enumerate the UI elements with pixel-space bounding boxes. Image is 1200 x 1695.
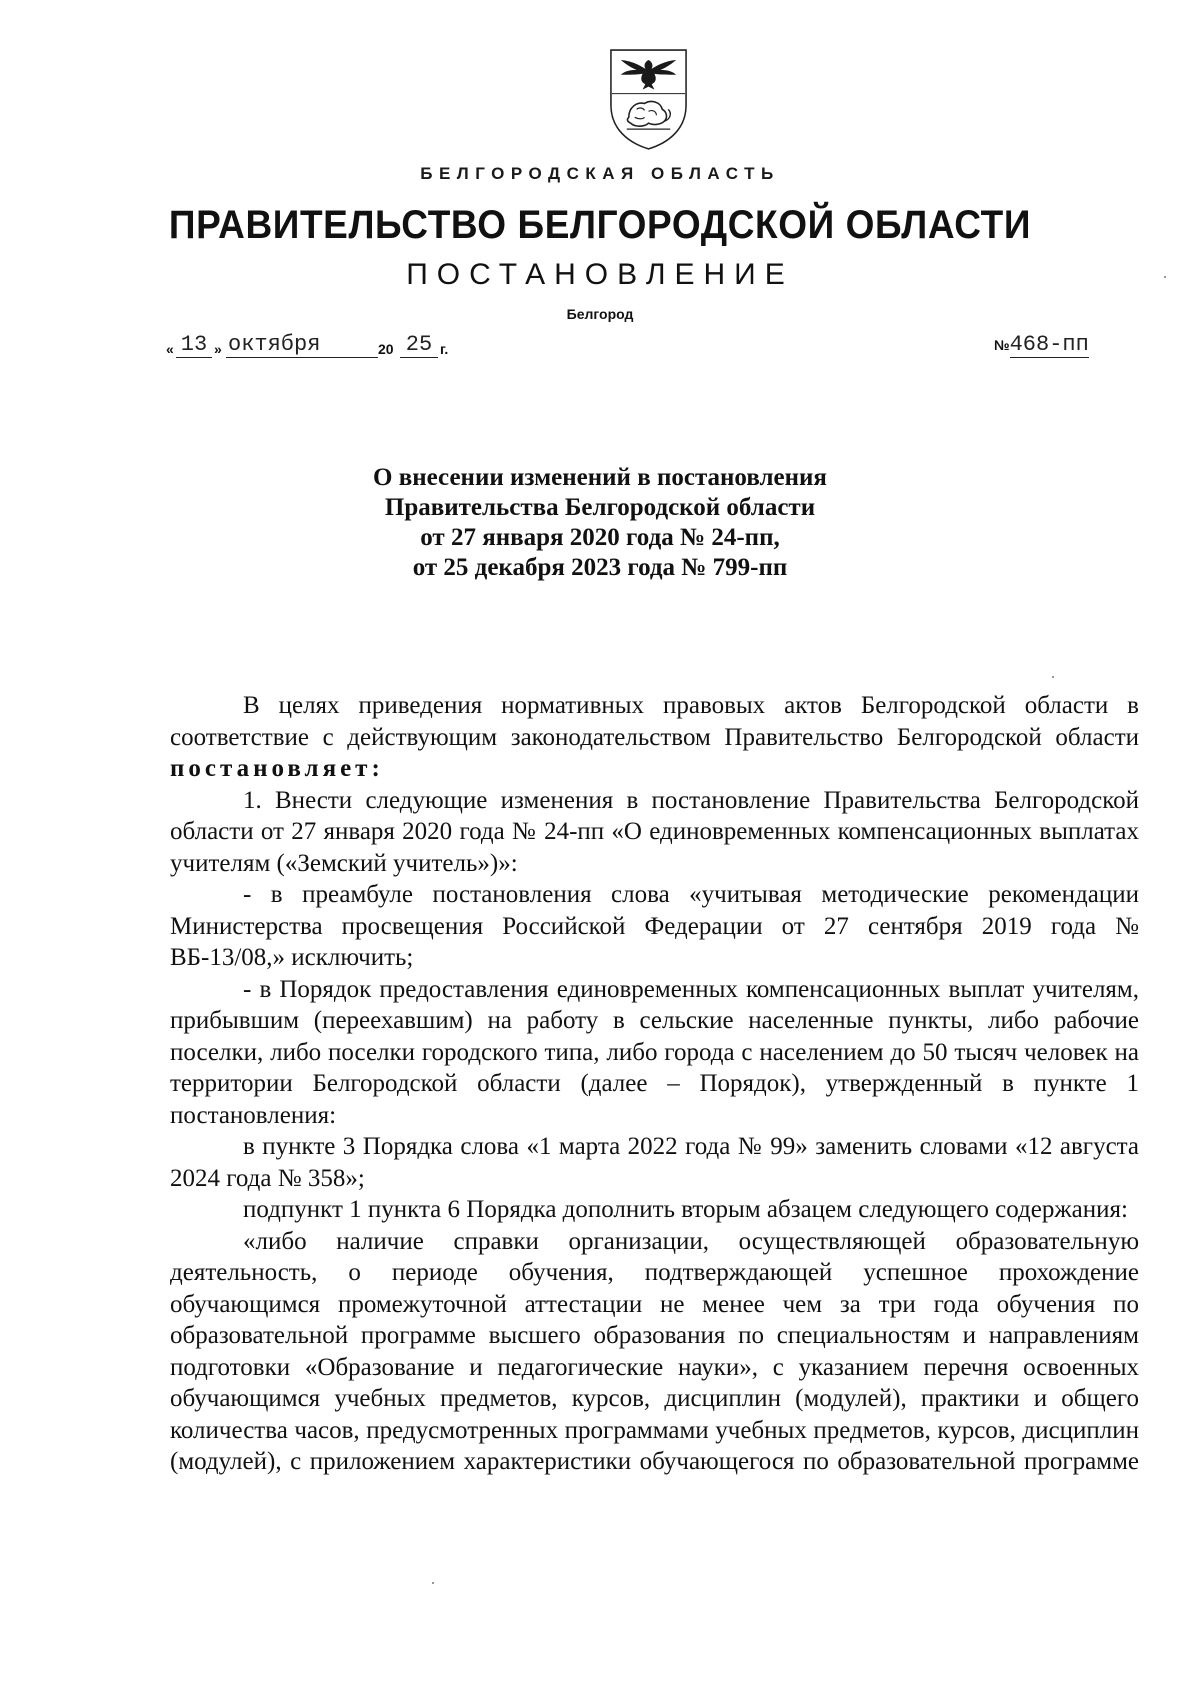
scan-speck [432, 1582, 434, 1584]
document-number [994, 333, 1089, 358]
procedure-paragraph: - в Порядок предоставления единовременных компенсационных выплат учителям, прибывшим (переехавшим) на работу в сельские населенные пункты, либо рабочие поселки, либо поселки городского типа, либо города с населением до 50 тысяч человек на территории Белгородской области (далее – Порядок), утвержденный в пункте 1 постановления: [170, 975, 1139, 1129]
preamble-paragraph: - в преамбуле постановления слова «учитывая методические рекомендации Министерства просвещения Российской Федерации от 27 сентября 2019 года № ВБ-13/08,» исключить; [170, 881, 1139, 971]
point-3-paragraph: в пункте 3 Порядка слова «1 марта 2022 года № 99» заменить словами «12 августа 2024 года № 358»; [170, 1133, 1139, 1192]
quote-paragraph: «либо наличие справки организации, осуществляющей образовательную деятельность, о периоде обучения, подтверждающей успешное прохождение обучающимся промежуточной аттестации не менее чем за три года обучения по образовательной программе высшего образования по специальностям и направлениям подготовки «Образование и педагогические науки», с указанием перечня освоенных обучающимся учебных предметов, курсов, дисциплин (модулей), практики и общего количества часов, предусмотренных программами учебных предметов, курсов, дисциплин (модулей), с приложением характеристики обучающегося по образовательной программе [170, 1227, 1139, 1475]
city-name: Белгород [566, 306, 634, 322]
region-name: БЕЛГОРОДСКАЯ ОБЛАСТЬ [420, 164, 780, 183]
date-close-quote: » [214, 341, 222, 357]
government-name: ПРАВИТЕЛЬСТВО БЕЛГОРОДСКОЙ ОБЛАСТИ [168, 202, 1032, 247]
intro-verb: постановляет: [170, 755, 384, 782]
title-line: от 25 декабря 2023 года № 799-пп [412, 554, 788, 581]
document-body [170, 690, 1139, 1478]
title-line: от 27 января 2020 года № 24-пп, [420, 524, 780, 551]
coat-of-arms-icon [607, 48, 690, 151]
title-line: О внесении изменений в постановления [373, 464, 827, 491]
number-value: 468-пп [1009, 332, 1089, 357]
scan-speck [1164, 276, 1166, 278]
number-sign: № [994, 337, 1010, 353]
intro-text: В целях приведения нормативных правовых актов Белгородской области в соответствие с действующим законодательством Правительство Белгородской области [170, 692, 1139, 751]
date-open-quote: « [166, 341, 174, 357]
scan-speck [1052, 676, 1054, 678]
document-title [0, 463, 1200, 583]
date-year-prefix: 20 [378, 341, 394, 357]
title-line: Правительства Белгородской области [384, 494, 816, 521]
date-year-suffix: 25 [400, 333, 438, 358]
document-type: ПОСТАНОВЛЕНИЕ [406, 258, 794, 291]
intro-paragraph [170, 690, 1139, 785]
date-month: октября [226, 333, 378, 358]
item-1-paragraph: 1. Внести следующие изменения в постановление Правительства Белгородской области от 27 января 2020 года № 24-пп «О единовременных компенсационных выплатах учителям («Земский учитель»)»: [170, 786, 1139, 877]
date-year-abbr: г. [440, 341, 449, 357]
date-day: 13 [176, 333, 212, 358]
subpoint-1-paragraph: подпункт 1 пункта 6 Порядка дополнить вторым абзацем следующего содержания: [243, 1196, 1128, 1223]
